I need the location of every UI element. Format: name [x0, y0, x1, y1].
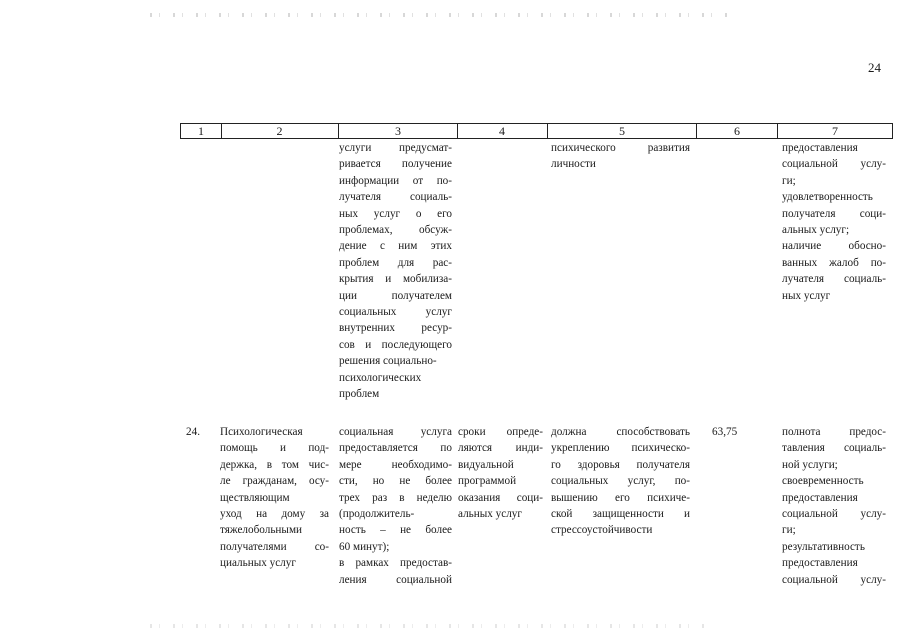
text-line: оказания соци- [458, 491, 543, 504]
row24-service-name [220, 424, 329, 572]
text-line: услуги предусмат- [339, 142, 452, 154]
row24-tariff: 63,75 [712, 426, 738, 438]
text-line: результативность [782, 540, 865, 553]
text-line: ги; [782, 524, 796, 537]
page-number: 24 [868, 60, 881, 75]
scan-artifact-bottom [150, 624, 710, 628]
text-line: держка, в том чис- [220, 458, 329, 471]
text-line: ской защищенности и [551, 508, 690, 521]
text-line: проблемах, обсуж- [339, 224, 452, 237]
text-line: удовлетворенность [782, 191, 873, 204]
text-line: уход на дому за [220, 508, 329, 521]
text-line: ность – не более [339, 524, 452, 537]
text-line: ных услуг [782, 289, 831, 302]
text-line: предоставления [782, 557, 858, 570]
text-line: получателями со- [220, 540, 329, 553]
text-line: ной услуги; [782, 458, 838, 471]
text-line: сти, но не более [339, 475, 452, 488]
text-line: полнота предос- [782, 426, 886, 438]
text-line: мере необходимо- [339, 458, 452, 471]
row24-effect [551, 424, 690, 539]
text-line: проблем [339, 388, 380, 401]
text-line: альных услуг [458, 508, 522, 521]
continuation-col5 [551, 140, 690, 173]
text-line: социальной услу- [782, 573, 886, 586]
text-line: личности [551, 158, 596, 171]
text-line: 60 минут); [339, 540, 390, 553]
row-number: 24. [186, 426, 200, 438]
text-line: своевременность [782, 475, 864, 488]
table-header-row [180, 123, 893, 139]
text-line: социальной услу- [782, 508, 886, 521]
text-line: стрессоустойчивости [551, 524, 653, 537]
text-line: ле гражданам, осу- [220, 475, 329, 488]
text-line: предоставления [782, 142, 858, 154]
row24-description [339, 424, 452, 588]
text-line: социальных услуг, по- [551, 475, 690, 488]
text-line: Психологическая [220, 426, 303, 438]
header-col-6: 6 [734, 124, 740, 138]
text-line: социальных услуг [339, 306, 452, 319]
text-line: альных услуг; [782, 224, 850, 237]
text-line: предоставления [782, 491, 858, 504]
text-line: предоставляется по [339, 442, 452, 455]
header-col-4: 4 [499, 124, 505, 138]
text-line: решения социально- [339, 355, 437, 368]
text-line: (продолжитель- [339, 508, 415, 521]
text-line: социальная услуга [339, 426, 452, 438]
text-line: сроки опреде- [458, 426, 543, 438]
text-line: социальной услу- [782, 158, 886, 171]
text-line: дение с ним этих [339, 240, 452, 253]
text-line: го здоровья получателя [551, 458, 690, 471]
header-col-2: 2 [276, 124, 283, 138]
text-line: ляются инди- [458, 442, 543, 455]
text-line: видуальной [458, 458, 514, 471]
header-col-7: 7 [832, 124, 838, 138]
text-line: лучателя социаль- [339, 191, 452, 204]
text-line: трех раз в неделю [339, 491, 452, 504]
text-line: вышению его психиче- [551, 491, 690, 504]
text-line: ществляющим [220, 491, 290, 504]
text-line: циальных услуг [220, 557, 296, 570]
scan-artifact-top [150, 13, 730, 17]
text-line: крытия и мобилиза- [339, 273, 452, 286]
text-line: укреплению психическо- [551, 442, 690, 455]
text-line: проблем для рас- [339, 256, 452, 269]
text-line: должна способствовать [551, 426, 690, 438]
text-line: ления социальной [339, 573, 452, 586]
text-line: в рамках предостав- [339, 557, 452, 570]
text-line: психического развития [551, 142, 690, 154]
text-line: тавления социаль- [782, 442, 886, 455]
row24-terms [458, 424, 543, 522]
text-line: информации от по- [339, 174, 452, 187]
text-line: ги; [782, 174, 796, 187]
text-line: ванных жалоб по- [782, 256, 886, 269]
text-line: программой [458, 475, 517, 488]
text-line: внутренних ресур- [339, 322, 452, 335]
text-line: лучателя социаль- [782, 273, 886, 286]
row24-quality-indicators [782, 424, 886, 588]
header-col-1: 1 [198, 124, 204, 138]
continuation-col7 [782, 140, 886, 304]
text-line: получателя соци- [782, 207, 886, 220]
continuation-col3 [339, 140, 452, 403]
text-line: наличие обосно- [782, 240, 886, 253]
text-line: психологических [339, 371, 422, 384]
text-line: помощь и под- [220, 442, 329, 455]
header-col-3: 3 [395, 124, 401, 138]
text-line: тяжелобольными [220, 524, 303, 537]
text-line: сов и последующего [339, 338, 452, 351]
text-line: ных услуг о его [339, 207, 452, 220]
text-line: ции получателем [339, 289, 452, 302]
text-line: ривается получение [339, 158, 452, 171]
header-col-5: 5 [619, 124, 625, 138]
